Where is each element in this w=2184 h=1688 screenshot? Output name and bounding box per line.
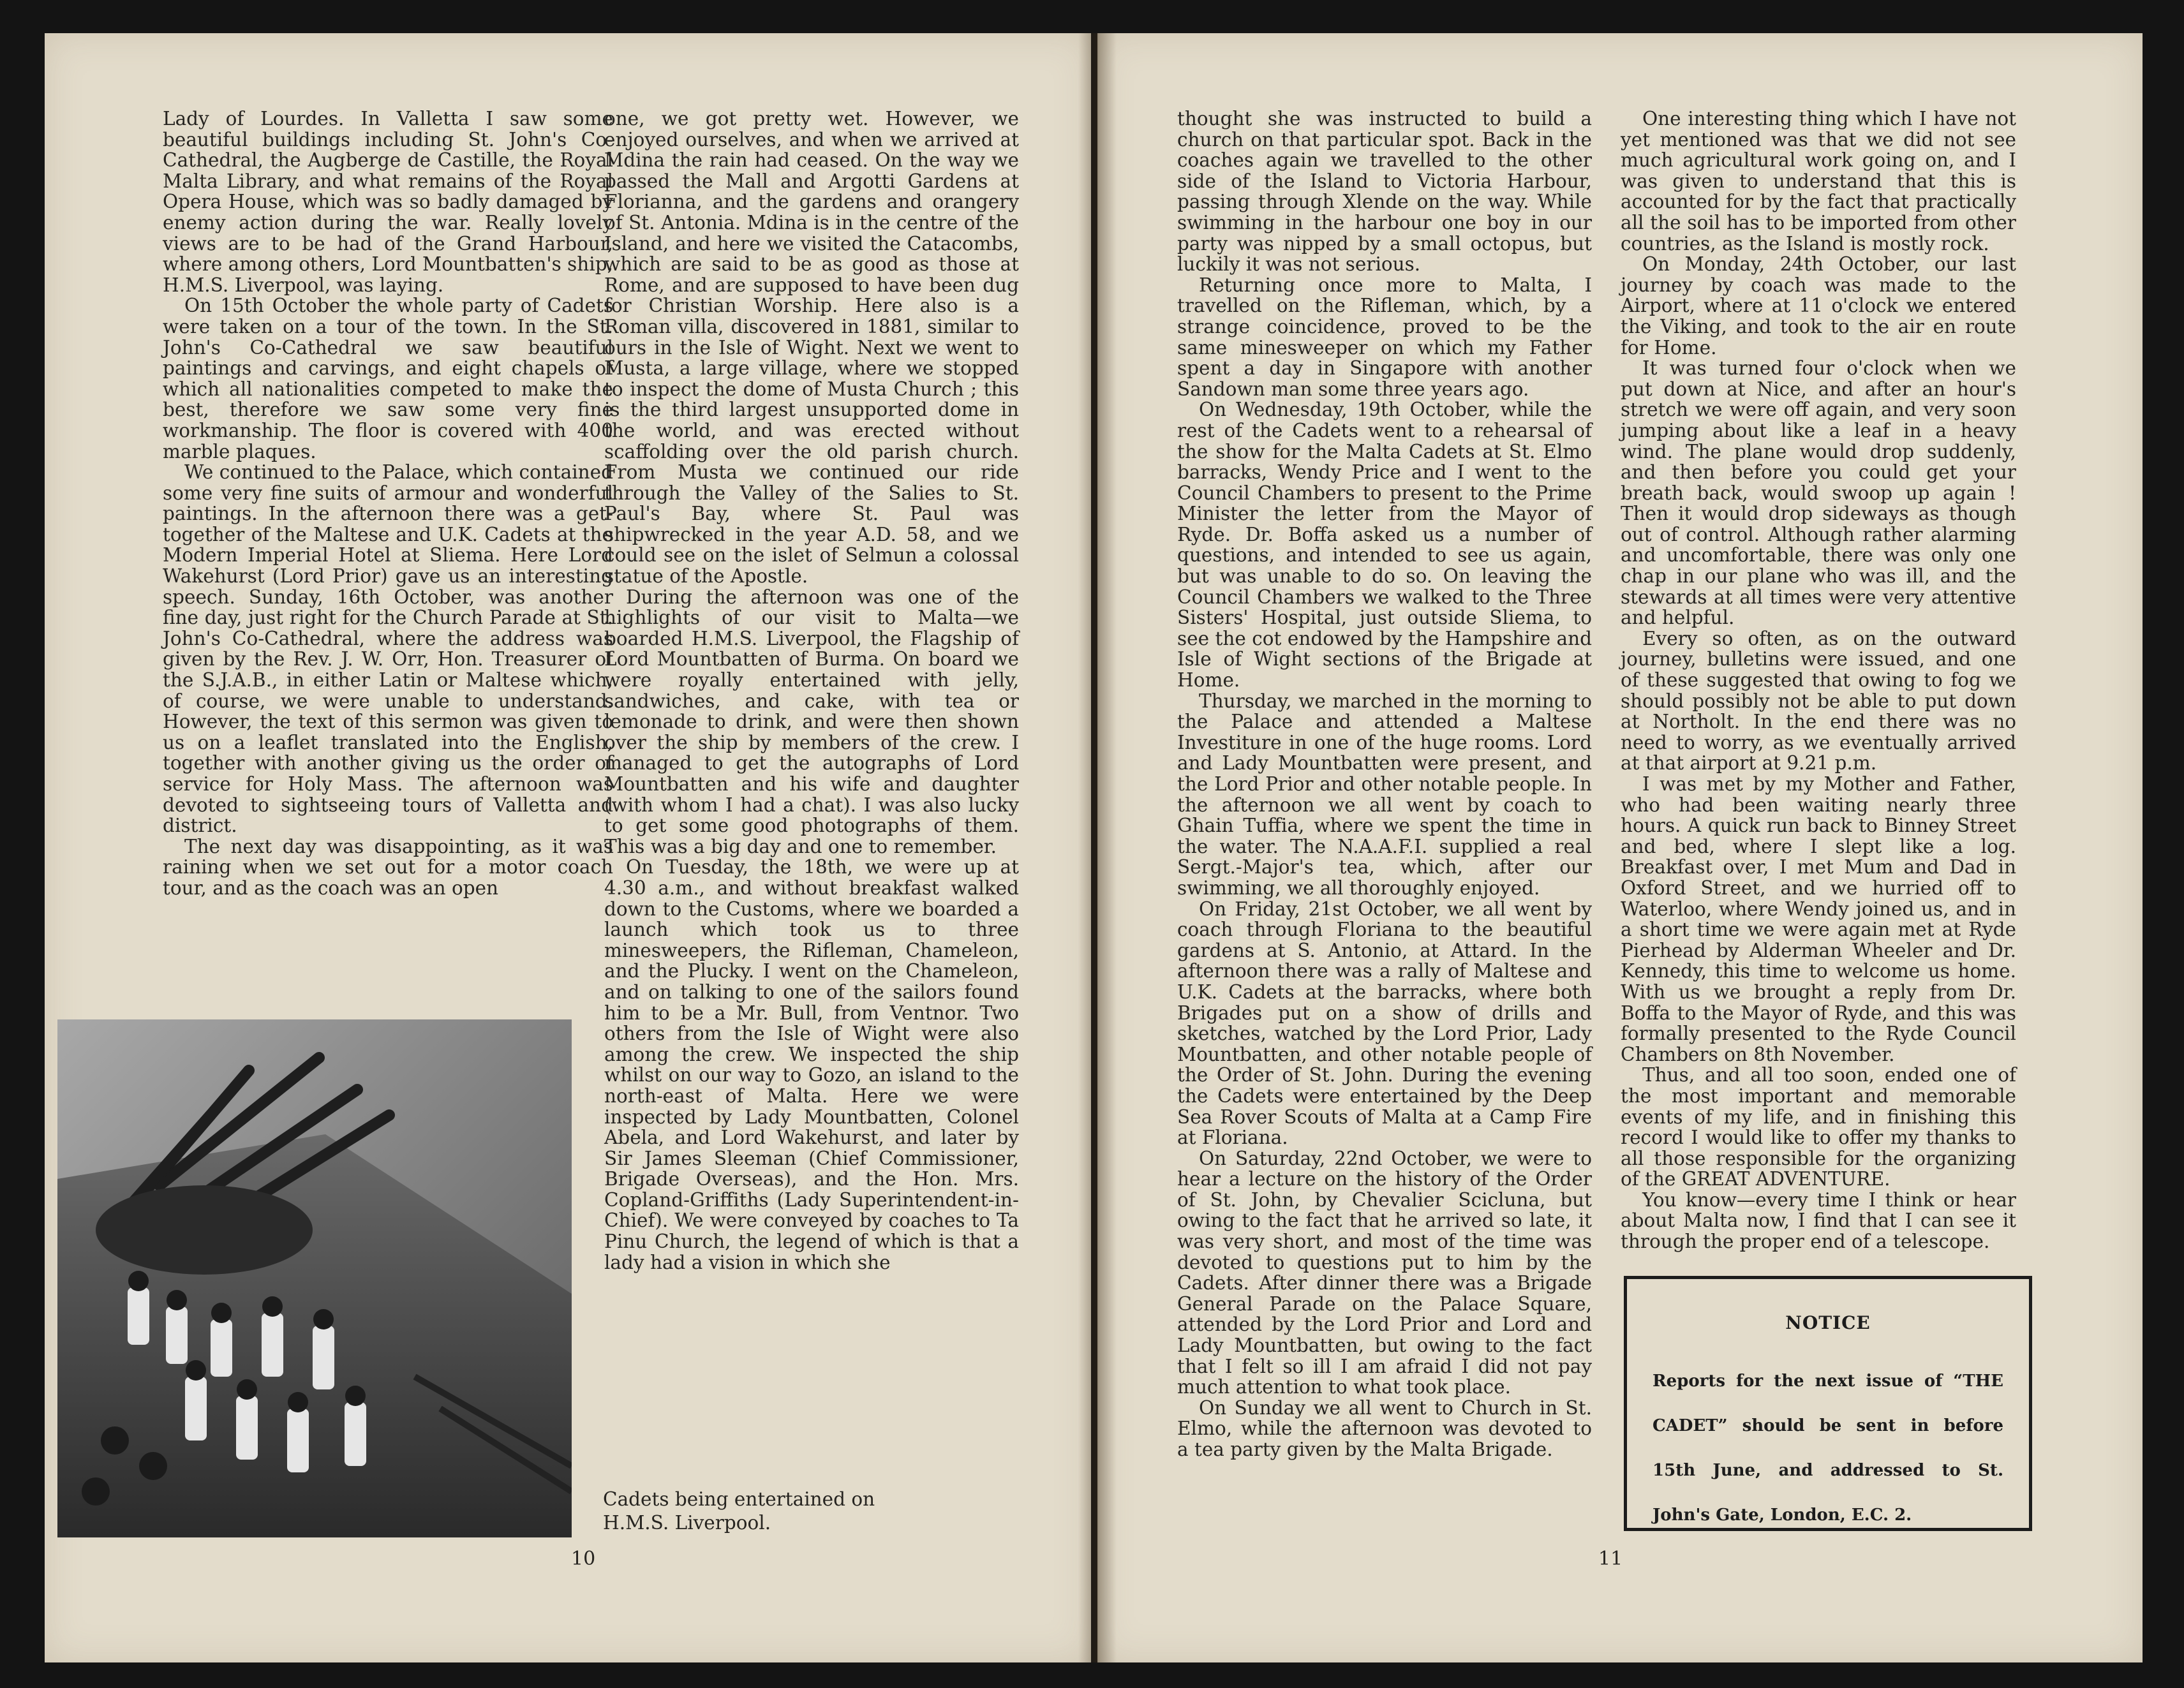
page-gutter bbox=[1078, 33, 1117, 1662]
paragraph: The next day was disappointing, as it was raining when we set out for a motor coach tour, and as the coach was an open bbox=[163, 835, 613, 899]
notice-box bbox=[1624, 1276, 2032, 1531]
paragraph: It was turned four o'clock when we put down at Nice, and after an hour's stretch we were off again, and very soon jumping about like a leaf in a heavy wind. The plane would drop suddenly, and then before you could get your breath back, would swoop up again ! Then it would drop sideways as though out of control. Although rather alarming and uncomfortable, there was only one chap in our plane who was ill, and the stewards at all times were very attentive and helpful. bbox=[1621, 357, 2016, 629]
paragraph: Thursday, we marched in the morning to the Palace and attended a Maltese Investiture in one of the huge rooms. Lord and Lady Mountbatten were present, and the Lord Prior and other notable people. In the afternoon we all went by coach to Ghain Tuffia, where we spent the time in the water. The N.A.A.F.I. supplied a real Sergt.-Major's tea, which, after our swimming, we all thoroughly enjoyed. bbox=[1177, 690, 1592, 899]
page-number: 11 bbox=[1598, 1548, 1623, 1570]
paragraph: Returning once more to Malta, I travelled on the Rifleman, which, by a strange coincidence, proved to be the same minesweeper on which my Father spent a day in Singapore with another Sandown man some three years ago. bbox=[1177, 274, 1592, 400]
photo-caption bbox=[603, 1488, 1018, 1535]
page-number: 10 bbox=[571, 1548, 596, 1570]
article-column-2 bbox=[604, 108, 1019, 1273]
paragraph: One interesting thing which I have not yet mentioned was that we did not see much agricultural work going on, and I was given to understand that this is accounted for by the fact that practically all the soil has to be imported from other countries, as the Island is mostly rock. bbox=[1621, 108, 2016, 255]
paragraph: You know—every time I think or hear about Malta now, I find that I can see it through the proper end of a telescope. bbox=[1621, 1188, 2016, 1253]
paragraph: On Friday, 21st October, we all went by coach through Floriana to the beautiful gardens at S. Antonio, at Attard. In the afternoon there was a rally of Maltese and U.K. Cadets at the barracks, where both Brigades put on a show of drills and sketches, watched by the Lord Prior, Lady Mountbatten, and other notable people of the Order of St. John. During the evening the Cadets were entertained by the Deep Sea Rover Scouts of Malta at a Camp Fire at Floriana. bbox=[1177, 898, 1592, 1149]
caption-line: H.M.S. Liverpool. bbox=[603, 1512, 771, 1534]
paragraph: Thus, and all too soon, ended one of the most important and memorable events of my life, and in finishing this record I would like to offer my thanks to all those responsible for the organizing of the GREAT ADVENTURE. bbox=[1621, 1064, 2016, 1190]
paragraph: On Wednesday, 19th October, while the rest of the Cadets went to a rehearsal of the show for the Malta Cadets at St. Elmo barracks, Wendy Price and I went to the Council Chambers to present to the Prime Minister the letter from the Mayor of Ryde. Dr. Boffa asked us a number of questions, and intended to see us again, but was unable to do so. On leaving the Council Chambers we walked to the Three Sisters' Hospital, just outside Sliema, to see the cot endowed by the Hampshire and Isle of Wight sections of the Brigade at Home. bbox=[1177, 399, 1592, 692]
photo-cadets-on-ship bbox=[57, 1019, 572, 1537]
article-column-3 bbox=[1177, 108, 1592, 1460]
paragraph: On Saturday, 22nd October, we were to hear a lecture on the history of the Order of St. John, by Chevalier Scicluna, but owing to the fact that he arrived so late, it was very short, and most of the time was devoted to questions put to him by the Cadets. After dinner there was a Brigade General Parade on the Palace Square, attended by the Lord Prior and Lord and Lady Mountbatten, but owing to the fact that I felt so ill I am afraid I did not pay much attention to what took place. bbox=[1177, 1147, 1592, 1398]
paragraph: Lady of Lourdes. In Valletta I saw some beautiful buildings including St. John's Co-Cathedral, the Augberge de Castille, the Royal Malta Library, and what remains of the Royal Opera House, which was so badly damaged by enemy action during the war. Really lovely views are to be had of the Grand Harbour, where among others, Lord Mountbatten's ship, H.M.S. Liverpool, was laying. bbox=[163, 108, 613, 296]
paragraph: On Sunday we all went to Church in St. Elmo, while the afternoon was devoted to a tea party given by the Malta Brigade. bbox=[1177, 1396, 1592, 1460]
paragraph: On Tuesday, the 18th, we were up at 4.30 a.m., and without breakfast walked down to the Customs, where we boarded a launch which took us to three minesweepers, the Rifleman, Chameleon, and the Plucky. I went on the Chameleon, and on talking to one of the sailors found him to be a Mr. Bull, from Ventnor. Two others from the Isle of Wight were also among the crew. We inspected the ship whilst on our way to Gozo, an island to the north-east of Malta. Here we were inspected by Lady Mountbatten, Colonel Abela, and Lord Wakehurst, and later by Sir James Sleeman (Chief Commissioner, Brigade Overseas), and the Hon. Mrs. Copland-Griffiths (Lady Superintendent-in-Chief). We were conveyed by coaches to Ta Pinu Church, the legend of which is that a lady had a vision in which she bbox=[604, 856, 1019, 1273]
paragraph: On Monday, 24th October, our last journey by coach was made to the Airport, where at 11 o'clock we entered the Viking, and took to the air en route for Home. bbox=[1621, 253, 2016, 359]
article-column-1 bbox=[163, 108, 613, 899]
paragraph: During the afternoon was one of the highlights of our visit to Malta—we boarded H.M.S. Liverpool, the Flagship of Lord Mountbatten of Burma. On board we were royally entertained with jelly, sandwiches, and cake, with tea or lemonade to drink, and were then shown over the ship by members of the crew. I managed to get the autographs of Lord Mountbatten and his wife and daughter (with whom I had a chat). I was also lucky to get some good photographs of them. This was a big day and one to remember. bbox=[604, 586, 1019, 857]
paragraph: We continued to the Palace, which contained some very fine suits of armour and wonderful paintings. In the afternoon there was a get-together of the Maltese and U.K. Cadets at the Modern Imperial Hotel at Sliema. Here Lord Wakehurst (Lord Prior) gave us an interesting speech. Sunday, 16th October, was another fine day, just right for the Church Parade at St. John's Co-Cathedral, where the address was given by the Rev. J. W. Orr, Hon. Treasurer of the S.J.A.B., in either Latin or Maltese which, of course, we were unable to understand. However, the text of this sermon was given to us on a leaflet translated into the English, together with another giving us the order of service for Holy Mass. The afternoon was devoted to sightseeing tours of Valletta and district. bbox=[163, 461, 613, 837]
paragraph: thought she was instructed to build a church on that particular spot. Back in the coaches again we travelled to the other side of the Island to Victoria Harbour, passing through Xlende on the way. While swimming in the harbour one boy in our party was nipped by a small octopus, but luckily it was not serious. bbox=[1177, 108, 1592, 276]
caption-line: Cadets being entertained on bbox=[603, 1488, 875, 1510]
notice-title: NOTICE bbox=[1785, 1312, 1871, 1333]
paragraph: On 15th October the whole party of Cadets were taken on a tour of the town. In the St. John's Co-Cathedral we saw beautiful paintings and carvings, and eight chapels of which all nationalities competed to make the best, therefore we saw some very fine workmanship. The floor is covered with 400 marble plaques. bbox=[163, 295, 613, 463]
notice-body: Reports for the next issue of “THE CADET” should be sent in before 15th June, and addressed to St. John's Gate, London, E.C. 2. bbox=[1653, 1372, 2003, 1525]
article-column-4 bbox=[1621, 108, 2016, 1252]
paragraph: Every so often, as on the outward journey, bulletins were issued, and one of these suggested that owing to fog we should possibly not be able to put down at Northolt. In the end there was no need to worry, as we eventually arrived at that airport at 9.21 p.m. bbox=[1621, 627, 2016, 774]
paragraph: one, we got pretty wet. However, we enjoyed ourselves, and when we arrived at Mdina the rain had ceased. On the way we passed the Mall and Argotti Gardens at Florianna, and the gardens and orangery of St. Antonia. Mdina is in the centre of the Island, and here we visited the Catacombs, which are said to be as good as those at Rome, and are supposed to have been dug for Christian Worship. Here also is a Roman villa, discovered in 1881, similar to ours in the Isle of Wight. Next we went to Musta, a large village, where we stopped to inspect the dome of Musta Church ; this is the third largest unsupported dome in the world, and was erected without scaffolding over the old parish church. From Musta we continued our ride through the Valley of the Salies to St. Paul's Bay, where St. Paul was shipwrecked in the year A.D. 58, and we could see on the islet of Selmun a colossal statue of the Apostle. bbox=[604, 108, 1019, 588]
paragraph: I was met by my Mother and Father, who had been waiting nearly three hours. A quick run back to Binney Street and bed, where I slept like a log. Breakfast over, I met Mum and Dad in Oxford Street, and we hurried off to Waterloo, where Wendy joined us, and in a short time we were again met at Ryde Pierhead by Alderman Wheeler and Dr. Kennedy, this time to welcome us home. With us we brought a reply from Dr. Boffa to the Mayor of Ryde, and this was formally presented to the Ryde Council Chambers on 8th November. bbox=[1621, 773, 2016, 1065]
